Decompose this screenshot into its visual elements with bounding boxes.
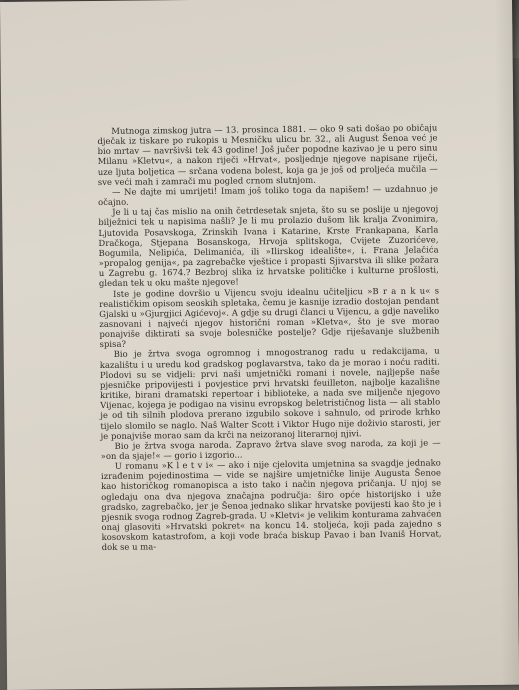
paragraph-kletva: U romanu »K l e t v i« — ako i nije cjelovita umjetnina sa svagdje jednako izrađenim pojedinostima — vide se najšire umjetničke linije Augusta Šenoe kao historičkog romanopisca a isto tako i način njegova pričanja. U njoj se ogledaju ona dva njegova značajna područja: širo opće historijsko i uže gradsko, zagrebačko, jer je Šenoa jednako slikar hrvatske povijesti kao što je i pjesnik svoga rodnog Zagreb-grada. U »Kletvi« je velikim konturama zahvaćen onaj glasoviti »Hrvatski pokret« na koncu 14. stoljeća, koji pada zajedno s kosovskom katastrofom, a koji vode braća biskup Pavao i ban Ivaniš Horvat, dok se u ma- [100,457,442,553]
page-body-text [97,122,441,552]
paragraph-quote: — Ne dajte mi umrijeti! Imam još toliko toga da napišem! — uzdahnuo je očajno. [98,183,439,208]
paragraph-sacrifice-nation: Bio je žrtva svoga naroda. Zapravo žrtva slave svog naroda, za koji je — »on da sjaje!« — gorio i izgorio... [100,437,441,461]
paragraph-unwritten-works: Je li u taj čas mislio na onih četrdesetak snjeta, što su se poslije u njegovoj bilježnici tek u napisima našli? Je li mu prolazio dušom lik kralja Zvonimira, Ljutovida Posavskoga, Zrinskih Ivana i Katarine, Krste Frankapana, Karla Dračkoga, Stjepana Bosanskoga, Hrvoja splitskoga, Cvijete Zuzorićeve, Bogumila, Nelipića, Delimanića, ili »Ilirskog idealište«, i. Frana Jelačića »propalog genija«, pa zagrebačke vještice i propasti Sjivarstva ili slike požara u Zagrebu g. 1674.? Bezbroj slika iz hrvatske političke i kulturne prošlosti, gledan tek u oku mašte njegove! [98,203,439,289]
page-edge-shadow [494,0,519,685]
paragraph-opening: Mutnoga zimskog jutra — 13. prosinca 1881. — oko 9 sati došao po običaju dječak iz tiskare po rukopis u Mesničku ulicu br. 32., ali August Šenoa već je bio mrtav — navršivši tek 43 godine! Još jučer popodne kazivao je u pero sinu Milanu »Kletvu«, a nakon riječi »Hrvat«, posljednje njegove napisane riječi, uze ljuta boljetica — srčana vodena bolest, koja ga je još od proljeća mučila — sve veći mah i zamrači mu pogled crnom slutnjom. [97,122,438,187]
paragraph-branka: Iste je godine dovršio u Vijencu svoju idealnu učiteljicu »B r a n k u« s realističkim opisom seoskih spletaka, čemu je kasnije izradio dostojan pendant Gjalski u »Gjurgjici Agićevoj«. A gdje su drugi članci u Vijencu, a gdje naveliko zasnovani i najveći njegov historični roman »Kletva«, što je sve morao ponajviše diktirati sa svoje bolesničke postelje? Gdje riješavanje službenih spisa? [99,284,440,350]
paragraph-sacrifice-work: Bio je žrtva svoga ogromnog i mnogostranog radu u redakcijama, u kazalištu i u uredu kod gradskog poglavarstva, tako da je morao i noću raditi. Plodovi su se vidjeli: prvi naši umjetnički romani i novele, najljepše naše pjesničke pripovijesti i povjestice prvi hrvatski feuilleton, najbolje kazališne kritike, birani dramatski repertoar i biblioteke, a nada sve milјenče njegovo Vijenac, kojega je podigao na visinu evropskog beletrističnog lista — ali stablo je od tih silnih plodova prerano izgubilo sokove i sahnulo, od prirode krhko tijelo slomilo se naglo. Naš Walter Scott i Viktor Hugo nije doživio starosti, jer je ponajviše morao sam da krči na neizoranoj literarnoj njivi. [99,345,441,441]
